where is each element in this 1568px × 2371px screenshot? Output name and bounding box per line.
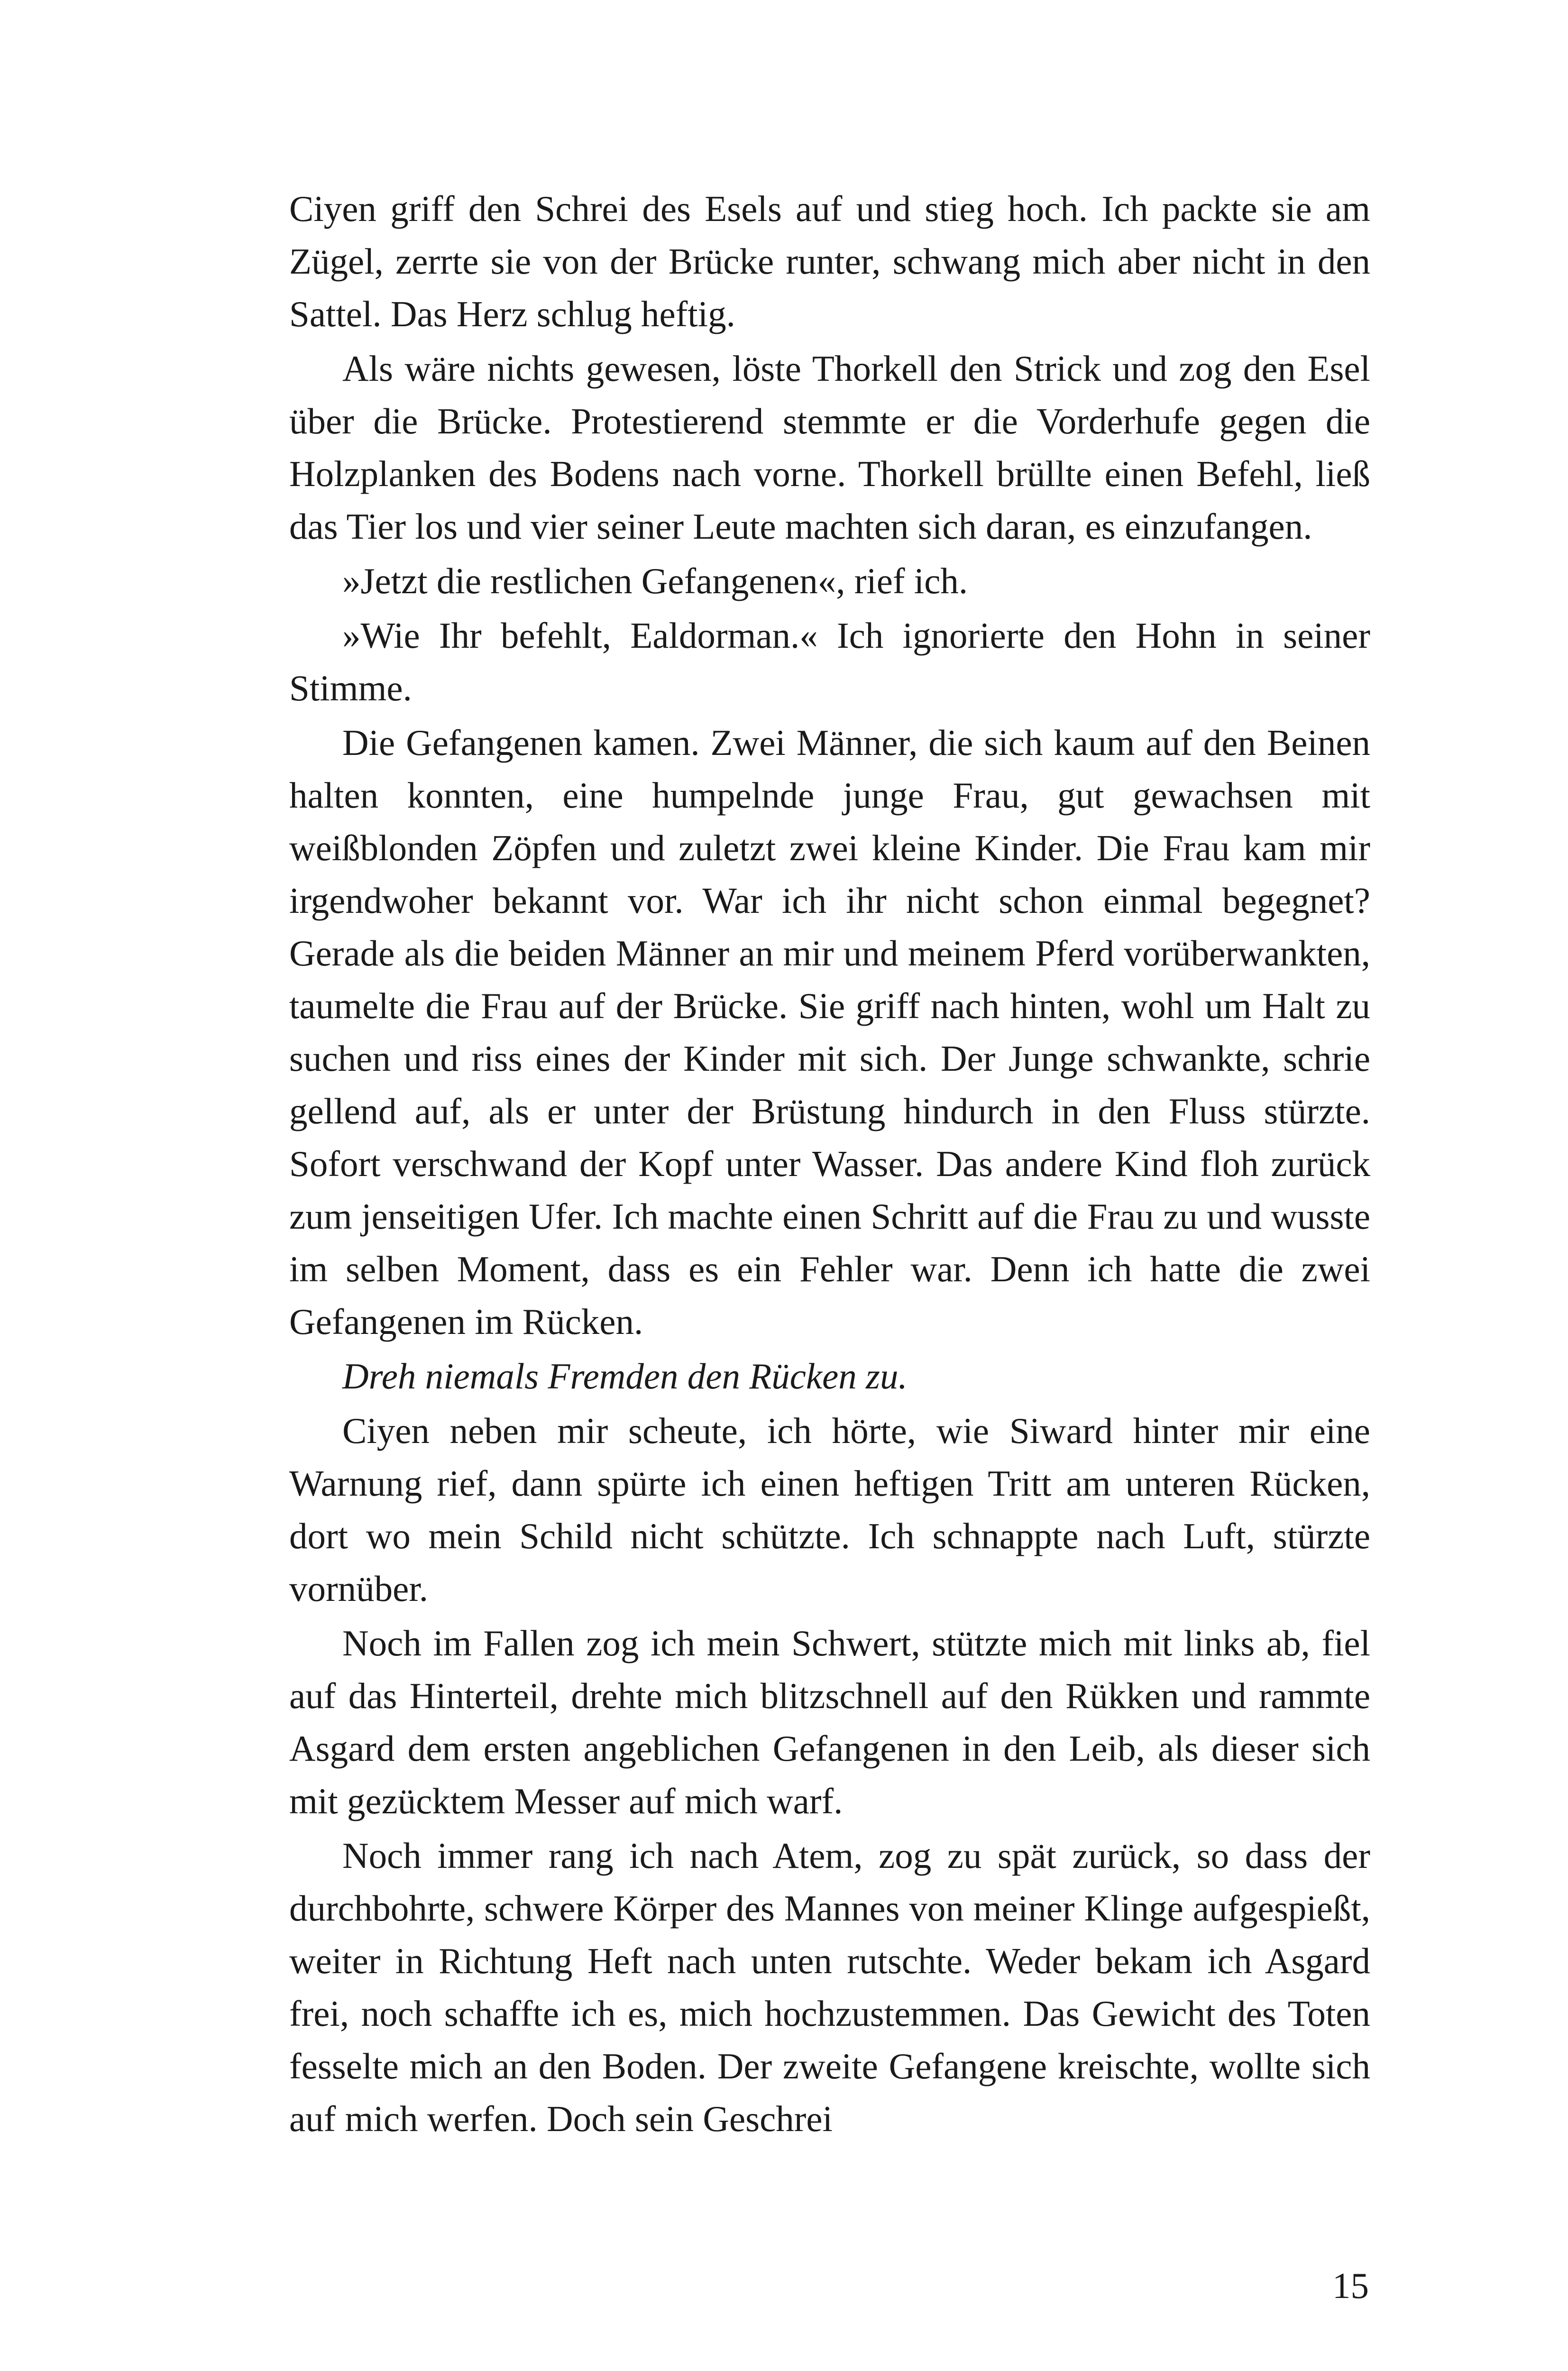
paragraph: Als wäre nichts gewesen, löste Thorkell den Strick und zog den Esel über die Brücke. Protestierend stemmte er die Vorderhufe gegen die Holzplanken des Bodens nach vorne. Thorkell brüllte einen Befehl, ließ das Tier los und vier seiner Leute machten sich daran, es einzufangen. — [289, 348, 1370, 547]
body-text — [289, 183, 1370, 2147]
paragraph: Noch immer rang ich nach Atem, zog zu spät zurück, so dass der durchbohrte, schwere Körper des Mannes von meiner Klinge aufgespießt, weiter in Richtung Heft nach unten rutschte. Weder bekam ich Asgard frei, noch schaffte ich es, mich hochzustemmen. Das Gewicht des Toten fesselte mich an den Boden. Der zweite Gefangene kreischte, wollte sich auf mich werfen. Doch sein Geschrei — [289, 1835, 1370, 2139]
paragraph: Die Gefangenen kamen. Zwei Männer, die sich kaum auf den Beinen halten konnten, eine humpelnde junge Frau, gut gewachsen mit weißblonden Zöpfen und zuletzt zwei kleine Kinder. Die Frau kam mir irgendwoher bekannt vor. War ich ihr nicht schon einmal begegnet? Gerade als die beiden Männer an mir und meinem Pferd vorüberwankten, taumelte die Frau auf der Brücke. Sie griff nach hinten, wohl um Halt zu suchen und riss eines der Kinder mit sich. Der Junge schwankte, schrie gellend auf, als er unter der Brüstung hindurch in den Fluss stürzte. Sofort verschwand der Kopf unter Wasser. Das andere Kind floh zurück zum jenseitigen Ufer. Ich machte einen Schritt auf die Frau zu und wusste im selben Moment, dass es ein Fehler war. Denn ich hatte die zwei Gefangenen im Rücken. — [289, 722, 1370, 1342]
page-number: 15 — [1332, 2265, 1369, 2306]
paragraph: Noch im Fallen zog ich mein Schwert, stützte mich mit links ab, fiel auf das Hinterteil, drehte mich blitzschnell auf den Rükken und rammte Asgard dem ersten angeblichen Gefangenen in den Leib, als dieser sich mit gezücktem Messer auf mich warf. — [289, 1623, 1370, 1821]
paragraph: Ciyen griff den Schrei des Esels auf und stieg hoch. Ich packte sie am Zügel, zerrte sie von der Brücke runter, schwang mich aber nicht in den Sattel. Das Herz schlug heftig. — [289, 188, 1370, 334]
paragraph: »Jetzt die restlichen Gefangenen«, rief ich. — [342, 561, 968, 601]
paragraph: »Wie Ihr befehlt, Ealdorman.« Ich ignorierte den Hohn in seiner Stimme. — [289, 615, 1370, 708]
paragraph: Ciyen neben mir scheute, ich hörte, wie Siward hinter mir eine Warnung rief, dann spürte ich einen heftigen Tritt am unteren Rücken, dort wo mein Schild nicht schützte. Ich schnappte nach Luft, stürzte vornüber. — [289, 1410, 1370, 1609]
italic-paragraph: Dreh niemals Fremden den Rücken zu. — [342, 1356, 908, 1397]
